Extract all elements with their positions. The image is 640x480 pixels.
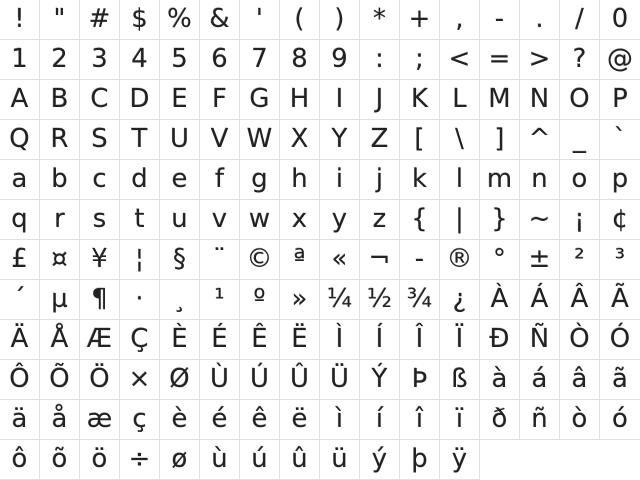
glyph-cell: ï <box>440 400 480 440</box>
glyph-cell: ¶ <box>80 280 120 320</box>
glyph-cell: 2 <box>40 40 80 80</box>
glyph-cell: u <box>160 200 200 240</box>
glyph-cell: g <box>240 160 280 200</box>
glyph-cell: o <box>560 160 600 200</box>
glyph-cell: \ <box>440 120 480 160</box>
glyph-cell: a <box>0 160 40 200</box>
glyph-cell: ( <box>280 0 320 40</box>
glyph-cell: ò <box>560 400 600 440</box>
glyph-cell: « <box>320 240 360 280</box>
glyph-cell: Ê <box>240 320 280 360</box>
glyph-cell: b <box>40 160 80 200</box>
glyph-cell: d <box>120 160 160 200</box>
glyph-cell: U <box>160 120 200 160</box>
glyph-cell: 3 <box>80 40 120 80</box>
glyph-cell: î <box>400 400 440 440</box>
glyph-cell: ú <box>240 440 280 480</box>
glyph-cell: Y <box>320 120 360 160</box>
glyph-cell: x <box>280 200 320 240</box>
glyph-cell: Ö <box>80 360 120 400</box>
glyph-cell: Û <box>280 360 320 400</box>
glyph-cell: ¦ <box>120 240 160 280</box>
glyph-cell: ë <box>280 400 320 440</box>
glyph-cell: È <box>160 320 200 360</box>
glyph-cell: Õ <box>40 360 80 400</box>
glyph-cell: - <box>400 240 440 280</box>
glyph-cell: ¥ <box>80 240 120 280</box>
glyph-cell: 5 <box>160 40 200 80</box>
glyph-cell: T <box>120 120 160 160</box>
glyph-cell: W <box>240 120 280 160</box>
glyph-cell: y <box>320 200 360 240</box>
glyph-cell: r <box>40 200 80 240</box>
glyph-cell: è <box>160 400 200 440</box>
glyph-cell: [ <box>400 120 440 160</box>
glyph-cell: z <box>360 200 400 240</box>
glyph-cell: D <box>120 80 160 120</box>
glyph-cell: 6 <box>200 40 240 80</box>
glyph-cell: L <box>440 80 480 120</box>
glyph-cell: þ <box>400 440 440 480</box>
glyph-cell: + <box>400 0 440 40</box>
glyph-cell: å <box>40 400 80 440</box>
glyph-cell: ¡ <box>560 200 600 240</box>
glyph-cell: = <box>480 40 520 80</box>
glyph-cell: B <box>40 80 80 120</box>
glyph-cell: w <box>240 200 280 240</box>
glyph-cell: ö <box>80 440 120 480</box>
glyph-cell: $ <box>120 0 160 40</box>
glyph-cell: ñ <box>520 400 560 440</box>
glyph-cell: 0 <box>600 0 640 40</box>
glyph-cell: O <box>560 80 600 120</box>
glyph-cell: ì <box>320 400 360 440</box>
glyph-cell: ¤ <box>40 240 80 280</box>
glyph-cell: § <box>160 240 200 280</box>
glyph-cell: Ì <box>320 320 360 360</box>
glyph-cell: Ø <box>160 360 200 400</box>
glyph-cell: Ü <box>320 360 360 400</box>
glyph-cell: n <box>520 160 560 200</box>
glyph-cell: k <box>400 160 440 200</box>
glyph-cell: & <box>200 0 240 40</box>
glyph-cell: 7 <box>240 40 280 80</box>
glyph-cell: j <box>360 160 400 200</box>
glyph-cell: £ <box>0 240 40 280</box>
glyph-cell: Ï <box>440 320 480 360</box>
glyph-cell: m <box>480 160 520 200</box>
glyph-cell: ¸ <box>160 280 200 320</box>
glyph-cell: E <box>160 80 200 120</box>
glyph-cell: à <box>480 360 520 400</box>
glyph-cell: : <box>360 40 400 80</box>
glyph-cell: Ú <box>240 360 280 400</box>
glyph-cell: J <box>360 80 400 120</box>
glyph-cell: ß <box>440 360 480 400</box>
glyph-cell: I <box>320 80 360 120</box>
glyph-cell: ~ <box>520 200 560 240</box>
glyph-cell: Ç <box>120 320 160 360</box>
glyph-cell: ° <box>480 240 520 280</box>
glyph-cell: Â <box>560 280 600 320</box>
glyph-cell: ã <box>600 360 640 400</box>
glyph-cell: i <box>320 160 360 200</box>
glyph-cell: t <box>120 200 160 240</box>
glyph-cell: ¼ <box>320 280 360 320</box>
glyph-cell: < <box>440 40 480 80</box>
glyph-cell: / <box>560 0 600 40</box>
glyph-cell: ü <box>320 440 360 480</box>
glyph-cell: » <box>280 280 320 320</box>
glyph-cell: ^ <box>520 120 560 160</box>
glyph-cell: á <box>520 360 560 400</box>
glyph-cell: X <box>280 120 320 160</box>
glyph-cell: Ä <box>0 320 40 360</box>
glyph-cell: ð <box>480 400 520 440</box>
glyph-cell: Z <box>360 120 400 160</box>
glyph-cell: Í <box>360 320 400 360</box>
glyph-cell: © <box>240 240 280 280</box>
glyph-cell: % <box>160 0 200 40</box>
glyph-cell: ª <box>280 240 320 280</box>
glyph-cell: R <box>40 120 80 160</box>
glyph-cell: ¾ <box>400 280 440 320</box>
glyph-cell: ? <box>560 40 600 80</box>
glyph-cell: A <box>0 80 40 120</box>
glyph-cell: é <box>200 400 240 440</box>
glyph-cell: @ <box>600 40 640 80</box>
glyph-cell: > <box>520 40 560 80</box>
glyph-cell: ' <box>240 0 280 40</box>
glyph-cell: ô <box>0 440 40 480</box>
glyph-cell: 8 <box>280 40 320 80</box>
glyph-cell: ! <box>0 0 40 40</box>
glyph-cell: Ð <box>480 320 520 360</box>
glyph-cell: É <box>200 320 240 360</box>
glyph-cell: V <box>200 120 240 160</box>
glyph-cell: S <box>80 120 120 160</box>
glyph-cell: Q <box>0 120 40 160</box>
glyph-cell: 4 <box>120 40 160 80</box>
glyph-cell: } <box>480 200 520 240</box>
glyph-cell: G <box>240 80 280 120</box>
glyph-cell: M <box>480 80 520 120</box>
glyph-cell: v <box>200 200 240 240</box>
glyph-cell: ³ <box>600 240 640 280</box>
glyph-cell: h <box>280 160 320 200</box>
glyph-cell: { <box>400 200 440 240</box>
glyph-cell: _ <box>560 120 600 160</box>
glyph-cell: e <box>160 160 200 200</box>
glyph-cell: ´ <box>0 280 40 320</box>
glyph-cell: c <box>80 160 120 200</box>
glyph-cell: ê <box>240 400 280 440</box>
glyph-cell: ® <box>440 240 480 280</box>
glyph-cell: û <box>280 440 320 480</box>
glyph-cell: ] <box>480 120 520 160</box>
glyph-cell: ² <box>560 240 600 280</box>
glyph-cell: H <box>280 80 320 120</box>
glyph-cell: l <box>440 160 480 200</box>
glyph-cell: Þ <box>400 360 440 400</box>
glyph-cell: ¿ <box>440 280 480 320</box>
glyph-cell: ¨ <box>200 240 240 280</box>
glyph-cell: â <box>560 360 600 400</box>
glyph-cell: ç <box>120 400 160 440</box>
glyph-cell: # <box>80 0 120 40</box>
glyph-cell: Ý <box>360 360 400 400</box>
glyph-cell: K <box>400 80 440 120</box>
glyph-cell: Æ <box>80 320 120 360</box>
glyph-cell: Î <box>400 320 440 360</box>
glyph-cell: . <box>520 0 560 40</box>
glyph-cell: p <box>600 160 640 200</box>
glyph-cell: Á <box>520 280 560 320</box>
glyph-cell: N <box>520 80 560 120</box>
glyph-cell: ÿ <box>440 440 480 480</box>
glyph-cell: ÷ <box>120 440 160 480</box>
glyph-cell: C <box>80 80 120 120</box>
glyph-cell: õ <box>40 440 80 480</box>
glyph-cell: ó <box>600 400 640 440</box>
glyph-cell: ù <box>200 440 240 480</box>
glyph-cell: ¹ <box>200 280 240 320</box>
glyph-cell: s <box>80 200 120 240</box>
glyph-cell: Ó <box>600 320 640 360</box>
glyph-cell: Ô <box>0 360 40 400</box>
glyph-cell: À <box>480 280 520 320</box>
glyph-cell: ¢ <box>600 200 640 240</box>
glyph-cell: ` <box>600 120 640 160</box>
glyph-cell: ½ <box>360 280 400 320</box>
glyph-cell: ¬ <box>360 240 400 280</box>
glyph-cell: ± <box>520 240 560 280</box>
glyph-cell: q <box>0 200 40 240</box>
glyph-cell: × <box>120 360 160 400</box>
glyph-cell: f <box>200 160 240 200</box>
glyph-cell: µ <box>40 280 80 320</box>
glyph-cell: ) <box>320 0 360 40</box>
glyph-cell: Ã <box>600 280 640 320</box>
glyph-cell: Å <box>40 320 80 360</box>
glyph-cell: ý <box>360 440 400 480</box>
glyph-cell: Ò <box>560 320 600 360</box>
glyph-cell: · <box>120 280 160 320</box>
glyph-cell: P <box>600 80 640 120</box>
glyph-cell: æ <box>80 400 120 440</box>
glyph-cell: * <box>360 0 400 40</box>
glyph-cell: ä <box>0 400 40 440</box>
glyph-cell: Ù <box>200 360 240 400</box>
glyph-cell: - <box>480 0 520 40</box>
glyph-cell: í <box>360 400 400 440</box>
glyph-cell: ; <box>400 40 440 80</box>
glyph-cell: Ë <box>280 320 320 360</box>
glyph-cell: , <box>440 0 480 40</box>
glyph-cell: " <box>40 0 80 40</box>
glyph-cell: | <box>440 200 480 240</box>
glyph-cell: 9 <box>320 40 360 80</box>
glyph-cell: 1 <box>0 40 40 80</box>
glyph-cell: Ñ <box>520 320 560 360</box>
glyph-cell: º <box>240 280 280 320</box>
glyph-cell: F <box>200 80 240 120</box>
glyph-cell: ø <box>160 440 200 480</box>
